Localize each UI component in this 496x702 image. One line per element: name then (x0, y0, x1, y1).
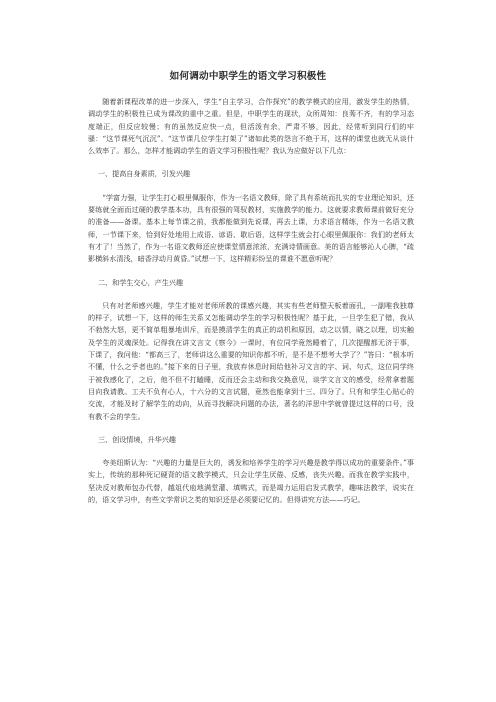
document-body (88, 96, 414, 506)
section-heading-2: 二、和学生交心，产生兴趣 (97, 277, 184, 287)
section-heading-3: 三、创设情境，升华兴趣 (97, 434, 176, 444)
document-title: 如何调动中职学生的语文学习积极性 (169, 71, 327, 82)
section-1-paragraph: “学富力强，让学生打心眼里佩服你，作为一名语文教师，除了具有系统而扎实的专业理论知识，还要练就全面而过硬的教学基本功，具有很强的驾驭教材，实施教学的能力。这就要求教师课前做好充分的准备——备课。基本上每节课之前，我都能做到先说课，再去上课，力求语言精练，作为一名语文教师，一节课下来，恰到好处地用上成语、谚语、歇后语，这样学生就会打心眼里佩服你：我们的老师太有才了！当然了，作为一名语文教师还应使课堂情意浓浓，充满诗情画意。美的语言能够沁人心脾，“疏影横斜水清浅，暗香浮动月黄昏。”试想一下，这样精彩纷呈的课谁不愿意听呢？ (88, 192, 414, 264)
intro-paragraph: 随着新课程改革的进一步深入，学生“自主学习，合作探究”的教学模式的应用，激发学生的热情，调动学生的积极性已成为课改的重中之重。但是，中职学生的现状，众所周知：良莠不齐，有的学习态度端正，但反应较慢；有的虽然反应快一点，但活泼有余，严肃不够，因此，经常听到同行们的牢骚：“这节课死气沉沉”、“这节课几位学生打架了”诸如此类的怨言不绝于耳，这样的课堂也就无从谈什么效率了。那么，怎样才能调动学生的语文学习积极性呢？我认为应做好以下几点： (88, 97, 414, 156)
section-heading-1: 一、提高自身素质，引发兴趣 (97, 169, 191, 179)
section-2-paragraph: 只有对老师感兴趣，学生才能对老师所教的课感兴趣，其实有些老师整天板着面孔，一副唯我独尊的样子，试想一下，这样的师生关系又怎能调动学生的学习积极性呢？基于此，一旦学生犯了错，我从不勃然大怒，更不简单粗暴地训斥，而是摸清学生的真正的动机和原因，动之以情，晓之以理，切实触及学生的灵魂深处。记得我在讲文言文《察今》一课时，有位同学竟然睡着了，几次提醒都无济于事，下课了，我问他：“都高三了，老师讲这么重要的知识你都不听，是不是不想考大学了？”答曰：“根本听不懂，什么之乎者也的。”接下来的日子里，我放弃休息时间给他补习文言的字、词、句式，这位同学终于被我感化了，之后，他不但不打瞌睡，反而还会主动和我交换意见，谈学文言文的感受，经常拿着题目向我请教。工夫不负有心人，十六分的文言试题，竟然也能拿到十三、四分了。只有和学生心贴心的交流，才能及时了解学生的动向，从而寻找解决问题的办法，著名的洋思中学就曾提过这样的口号，没有教不会的学生。 (88, 300, 414, 421)
section-3-paragraph: 夸美纽斯认为：“兴趣的力量是巨大的，诱发和培养学生的学习兴趣是教学得以成功的重要条件。”事实上，传统的那种死记硬背的语文教学模式，只会让学生厌倦、反感，丧失兴趣。而我在教学实践中，坚决反对教师包办代替，越俎代庖地满堂灌、填鸭式，而是竭力运用启发式教学，趣味法教学，说实在的，语文学习中，有些文学常识之类的知识还是必须要记忆的。但得讲究方法——巧记。 (88, 458, 414, 505)
